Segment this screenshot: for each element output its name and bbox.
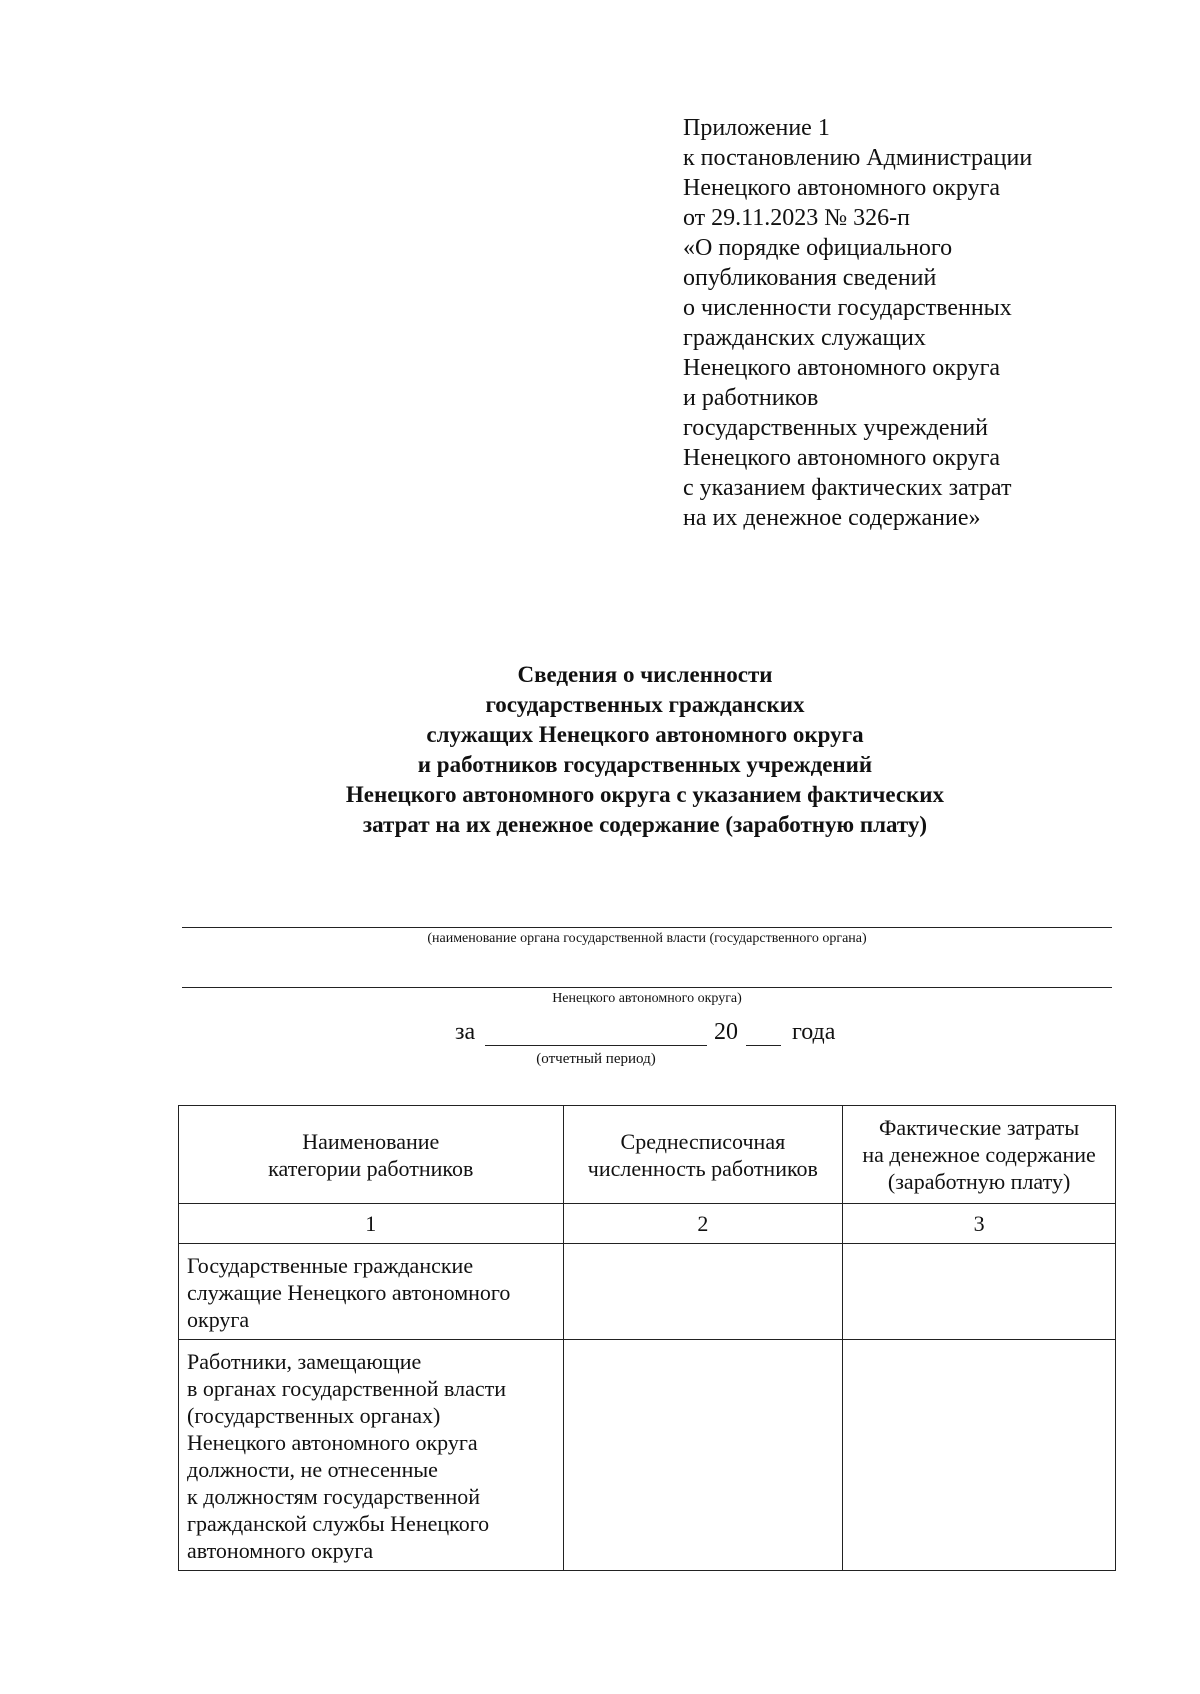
appendix-line: опубликования сведений bbox=[683, 265, 937, 291]
column-number-row bbox=[179, 1204, 1116, 1244]
column-number: 1 bbox=[179, 1204, 564, 1244]
year-suffix: года bbox=[792, 1019, 836, 1045]
appendix-line: на их денежное содержание» bbox=[683, 505, 981, 531]
title-line: затрат на их денежное содержание (заработную плату) bbox=[362, 812, 928, 837]
period-caption: (отчетный период) bbox=[536, 1051, 656, 1067]
appendix-line: с указанием фактических затрат bbox=[683, 475, 1012, 501]
title-line: Сведения о численности bbox=[517, 662, 773, 687]
appendix-line: от 29.11.2023 № 326-п bbox=[683, 205, 911, 231]
title-line: и работников государственных учреждений bbox=[417, 752, 873, 777]
document-title bbox=[200, 660, 1090, 840]
appendix-line: Ненецкого автономного округа bbox=[683, 175, 1001, 201]
organ-name-line bbox=[182, 927, 1112, 928]
header-category: Наименование категории работников bbox=[179, 1106, 564, 1204]
table-header-row bbox=[179, 1106, 1116, 1204]
costs-cell[interactable] bbox=[843, 1340, 1116, 1571]
staff-table bbox=[178, 1105, 1116, 1571]
appendix-line: Ненецкого автономного округа bbox=[683, 355, 1001, 381]
column-number: 3 bbox=[843, 1204, 1116, 1244]
title-line: служащих Ненецкого автономного округа bbox=[426, 722, 864, 747]
year-prefix: 20 bbox=[714, 1019, 738, 1045]
costs-cell[interactable] bbox=[843, 1244, 1116, 1340]
title-line: Ненецкого автономного округа с указанием фактических bbox=[345, 782, 945, 807]
appendix-line: и работников bbox=[683, 385, 819, 411]
appendix-line: Ненецкого автономного округа bbox=[683, 445, 1001, 471]
appendix-line: государственных учреждений bbox=[683, 415, 989, 441]
appendix-line: о численности государственных bbox=[683, 295, 1012, 321]
column-number: 2 bbox=[563, 1204, 843, 1244]
year-blank bbox=[746, 1045, 781, 1046]
period-blank bbox=[485, 1045, 707, 1046]
header-headcount: Среднесписочная численность работников bbox=[563, 1106, 843, 1204]
organ-name-caption: (наименование органа государственной власти (государственного органа) bbox=[427, 931, 867, 946]
table-row bbox=[179, 1340, 1116, 1571]
appendix-line: гражданских служащих bbox=[683, 325, 926, 351]
period-prefix: за bbox=[455, 1019, 476, 1045]
appendix-line: «О порядке официального bbox=[683, 235, 953, 261]
header-costs: Фактические затраты на денежное содержание (заработную плату) bbox=[843, 1106, 1116, 1204]
appendix-reference bbox=[683, 113, 1032, 533]
okrug-line bbox=[182, 987, 1112, 988]
headcount-cell[interactable] bbox=[563, 1340, 843, 1571]
category-cell: Государственные гражданские служащие Ненецкого автономного округа bbox=[179, 1244, 564, 1340]
appendix-line: Приложение 1 bbox=[683, 115, 830, 141]
title-line: государственных гражданских bbox=[485, 692, 805, 717]
okrug-caption: Ненецкого автономного округа) bbox=[552, 991, 742, 1006]
table-row bbox=[179, 1244, 1116, 1340]
category-cell: Работники, замещающие в органах государственной власти (государственных органах) Ненецкого автономного округа должности, не отнесенные к должностям государственной гражданской службы Ненецкого автономного округа bbox=[179, 1340, 564, 1571]
headcount-cell[interactable] bbox=[563, 1244, 843, 1340]
appendix-line: к постановлению Администрации bbox=[683, 145, 1033, 171]
